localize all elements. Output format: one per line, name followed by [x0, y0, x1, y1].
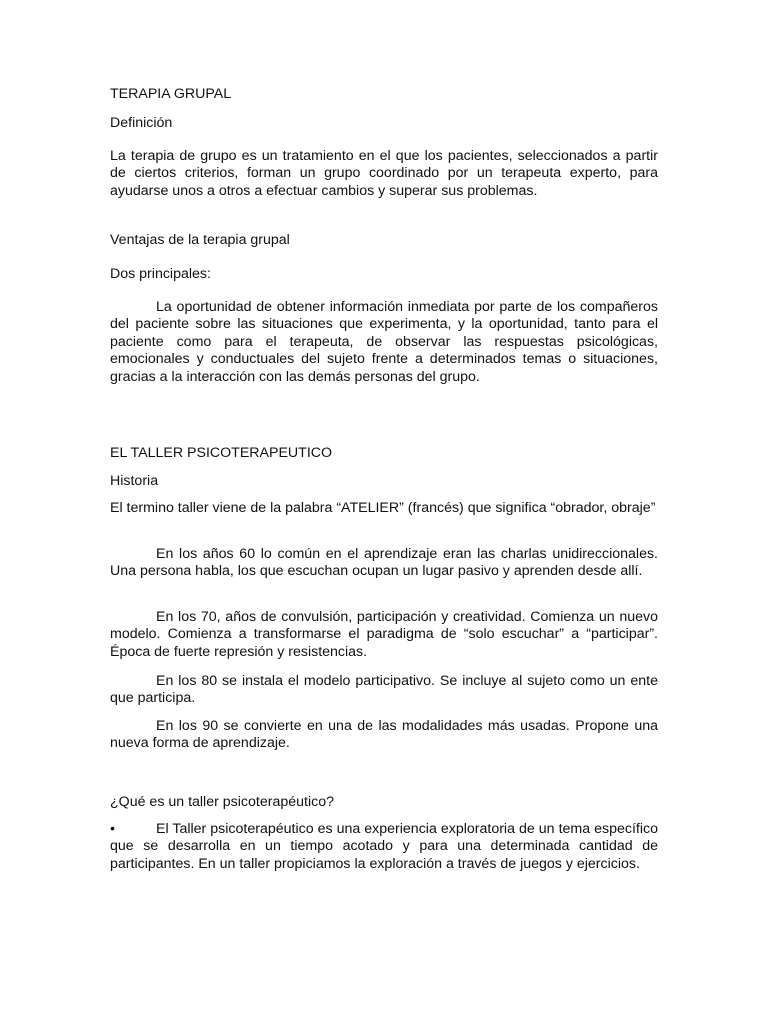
paragraph-principales: La oportunidad de obtener información inmediata por parte de los compañeros del paciente sobre las situaciones que experimenta, y la oportunidad, tanto para el paciente como para el terapeuta, de observar las respuestas psicológicas, emocionales y conductuales del sujeto frente a determinados temas o situaciones, gracias a la interacción con las demás personas del grupo.: [110, 299, 658, 385]
section-title-terapia-grupal: TERAPIA GRUPAL: [110, 86, 232, 102]
paragraph-anos-60: En los años 60 lo común en el aprendizaje eran las charlas unidireccionales. Una persona habla, los que escuchan ocupan un lugar pasivo y aprenden desde allí.: [110, 546, 658, 580]
paragraph-historia-intro: El termino taller viene de la palabra “ATELIER” (francés) que significa “obrador, obraje”: [110, 500, 656, 516]
question-heading: ¿Qué es un taller psicoterapéutico?: [110, 794, 334, 810]
section-title-taller: EL TALLER PSICOTERAPEUTICO: [110, 445, 333, 461]
heading-dos-principales: Dos principales:: [110, 266, 211, 282]
subtitle-definicion: Definición: [110, 115, 173, 131]
document-page: [110, 0, 658, 1024]
bullet-text: El Taller psicoterapéutico es una experiencia exploratoria de un tema específico que se desarrolla en un tiempo acotado y para una determinada cantidad de participantes. En un taller propiciamos la exploración a través de juegos y ejercicios.: [110, 821, 658, 872]
paragraph-anos-90: En los 90 se convierte en una de las modalidades más usadas. Propone una nueva forma de aprendizaje.: [110, 718, 658, 752]
subtitle-historia: Historia: [110, 473, 159, 489]
bullet-item: [110, 821, 658, 873]
heading-ventajas: Ventajas de la terapia grupal: [110, 232, 290, 248]
bullet-icon: •: [110, 821, 115, 837]
paragraph-anos-70: En los 70, años de convulsión, participación y creatividad. Comienza un nuevo modelo. Comienza a transformarse el paradigma de “solo escuchar” a “participar”. Época de fuerte represión y resistencias.: [110, 609, 658, 660]
paragraph-anos-80: En los 80 se instala el modelo participativo. Se incluye al sujeto como un ente que participa.: [110, 673, 658, 707]
paragraph-definition: La terapia de grupo es un tratamiento en el que los pacientes, seleccionados a partir de ciertos criterios, forman un grupo coordinado por un terapeuta experto, para ayudarse unos a otros a efectuar cambios y superar sus problemas.: [110, 148, 658, 199]
